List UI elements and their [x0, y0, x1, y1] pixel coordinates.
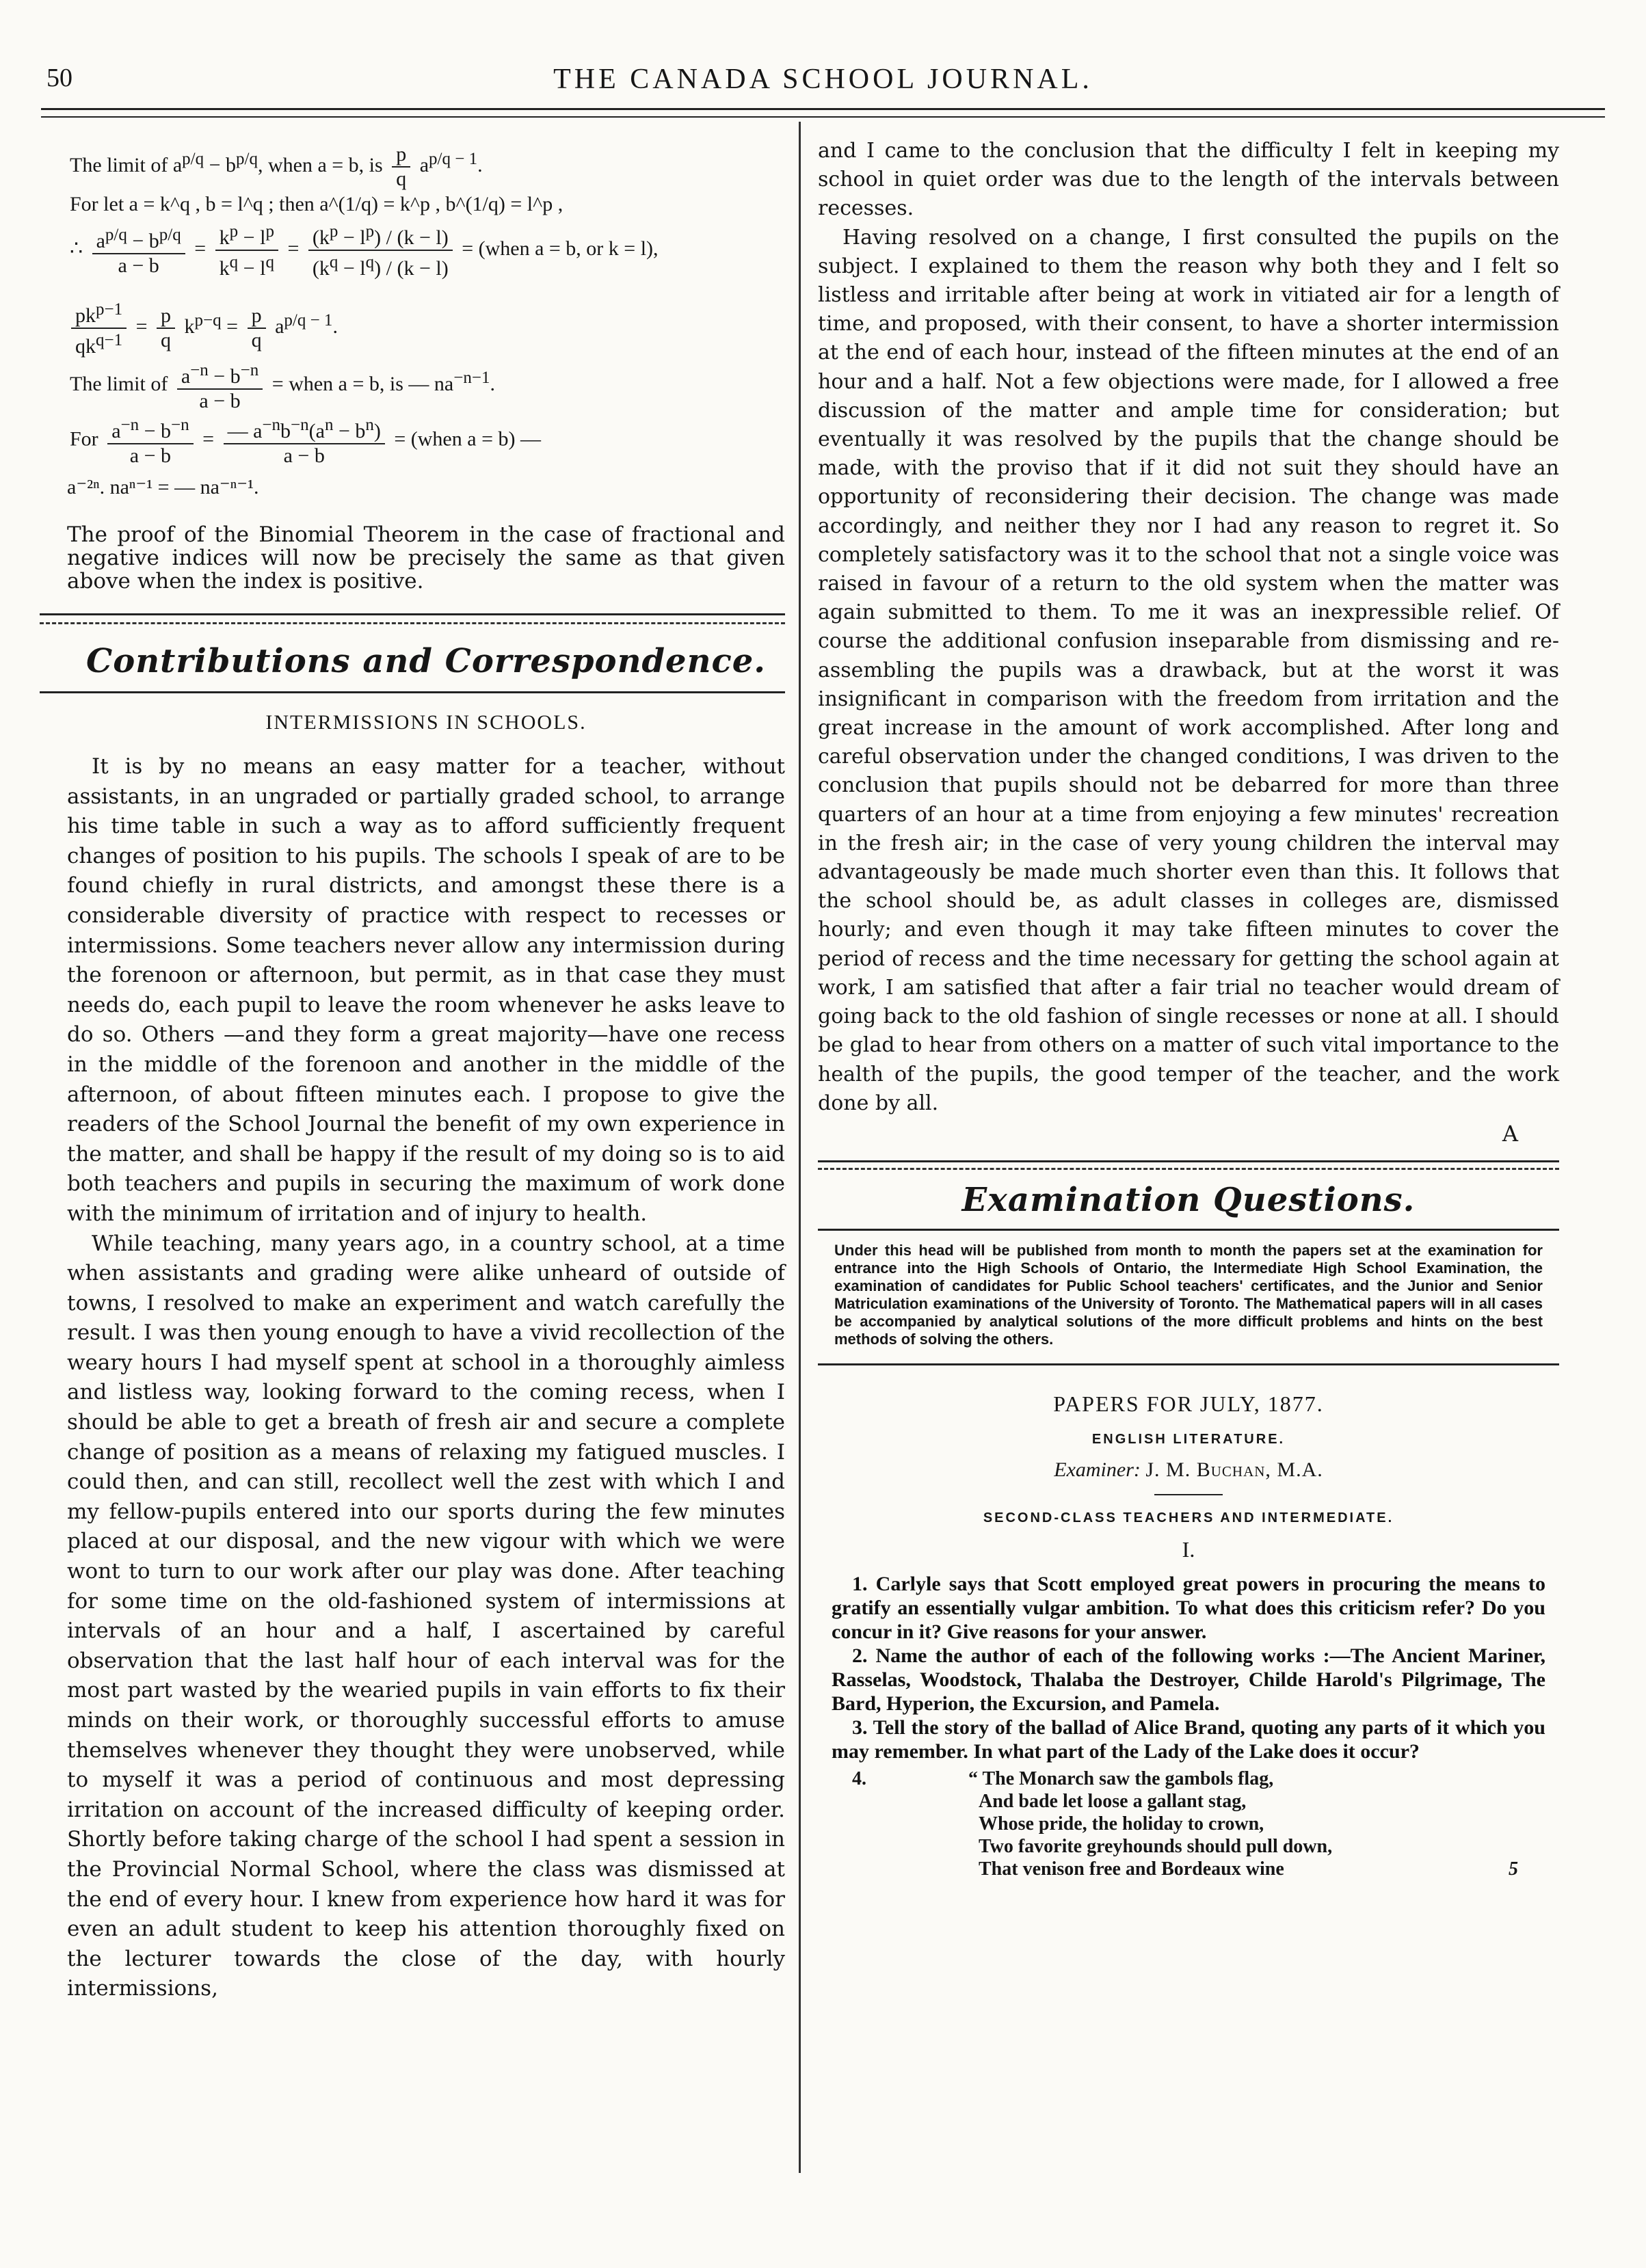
examiner-rule	[1154, 1494, 1223, 1495]
header-rule	[41, 108, 1605, 110]
class-heading: SECOND-CLASS TEACHERS AND INTERMEDIATE.	[983, 1510, 1394, 1525]
exam-rule-top	[818, 1160, 1559, 1162]
fraction: $\frac{k^p - l^p}{k^q - l^q}$	[215, 220, 278, 280]
papers-title: PAPERS FOR JULY, 1877.	[1053, 1391, 1324, 1416]
contributions-title: Contributions and Correspondence.	[86, 642, 766, 680]
poem-line-3: Whose pride, the holiday to crown,	[979, 1813, 1264, 1835]
page-number: 50	[47, 64, 72, 92]
math-closing: The proof of the Binomial Theorem in the case of fractional and negative indices will now be precisely the same as that given above when the index is positive.	[67, 522, 785, 593]
examination-title: Examination Questions.	[961, 1180, 1416, 1219]
math-line-7: a⁻²ⁿ. naⁿ⁻¹ = — na⁻ⁿ⁻¹.	[67, 476, 259, 498]
part-number: I.	[1182, 1536, 1195, 1562]
article-title: INTERMISSIONS IN SCHOOLS.	[265, 711, 587, 734]
article-continued-1: and I came to the conclusion that the difficulty I felt in keeping my school in quiet order was due to the length of the intervals between recesses.	[818, 139, 1559, 221]
fraction: $\frac{p}{q}$	[248, 304, 266, 352]
examiner-line	[818, 1458, 1559, 1482]
examiner-label: Examiner:	[1054, 1458, 1141, 1481]
section-rule-bottom	[40, 691, 785, 693]
fraction: $\frac{a^{-n} - b^{-n}}{a - b}$	[107, 414, 193, 468]
article-paragraph-1: It is by no means an easy matter for a teacher, without assistants, in an ungraded or partially graded school, to arrange his time table in such a way as to afford sufficiently frequent changes of position to his pupils. The schools I speak of are to be found chiefly in rural districts, and amongst these there is a considerable diversity of practice with respect to recesses or intermissions. Some teachers never allow any intermission during the forenoon or afternoon, but permit, as in that case they must needs do, each pupil to leave the room whenever he asks leave to do so. Others —and they form a great majority—have one recess in the middle of the forenoon and another in the middle of the afternoon, of about fifteen minutes each. I propose to give the readers of the School Journal the benefit of my own experience in the matter, and shall be happy if the result of my doing so is to aid both teachers and pupils in securing the maximum of work done with the minimum of irritation and of injury to health.	[67, 754, 785, 1226]
header-rule-2	[41, 116, 1605, 118]
fraction: $\frac{a^{-n} - b^{-n}}{a - b}$	[177, 359, 263, 413]
fraction: $\frac{p}{q}$	[392, 143, 410, 191]
question-1: 1. Carlyle says that Scott employed great powers in procuring the means to gratify an essentially vulgar ambition. To what does this criticism refer? Do you concur in it? Give reasons for your answer.	[832, 1572, 1545, 1643]
column-divider	[799, 122, 801, 2173]
section-rule-dashed	[40, 622, 785, 624]
left-column	[67, 137, 785, 2004]
article-signature: A	[1502, 1120, 1518, 1147]
poem-line-2: And bade let loose a gallant stag,	[979, 1790, 1247, 1812]
journal-title: THE CANADA SCHOOL JOURNAL.	[553, 64, 1093, 95]
section-rule	[40, 613, 785, 615]
fraction: $\frac{— a^{-n}b^{-n}(a^n - b^n)}{a - b}$	[224, 414, 385, 468]
question-4-number: 4.	[852, 1767, 866, 1789]
math-section	[67, 137, 785, 523]
article-paragraph-2: While teaching, many years ago, in a country school, at a time when assistants and grading were alike unheard of outside of towns, I resolved to make an experiment and watch carefully the result. I was then young enough to have a vivid recollection of the weary hours I had myself spent at school in a thoroughly aimless and listless way, looking forward to the coming recess, when I should be able to get a breath of fresh air and secure a complete change of position as a means of relaxing my fatigued muscles. I could then, and can still, recollect well the zest with which I and my fellow-pupils entered into our sports during the few minutes placed at our disposal, and the new vigour with which we were wont to turn to our work after our play was done. After teaching for some time on the old-fashioned system of intermissions at intervals of an hour and a half, I ascertained by careful observation that the last half hour of each interval was for the most part wasted by the wearied pupils in vain efforts to fix their minds on their work, or thoroughly successful efforts to amuse themselves whenever they thought they were unobserved, while to myself it was a period of continuous and most depressing irritation on account of the increased difficulty of keeping order. Shortly before taking charge of the school I had spent a session in the Provincial Normal School, where the class was dismissed at the end of every hour. I knew from experience how hard it was for even an adult student to keep his attention thoroughly fixed on the lecturer towards the close of the day, with hourly intermissions,	[67, 1231, 785, 2001]
question-3: 3. Tell the story of the ballad of Alice Brand, quoting any parts of it which you may remember. In what part of the Lady of the Lake does it occur?	[832, 1716, 1545, 1763]
exam-subject: ENGLISH LITERATURE.	[1091, 1431, 1286, 1447]
page-header	[41, 63, 1605, 111]
fraction: $\frac{p}{q}$	[157, 304, 175, 352]
exam-rule-dashed	[818, 1168, 1559, 1170]
math-line-6: For $\frac{a^{-n} - b^{-n}}{a - b}$ = $\frac{— a^{-n}b^{-n}(a^n - b^n)}{a - b}$ = (when a = b) —	[70, 414, 541, 468]
fraction: $\frac{(k^p - l^p) / (k - l)}{(k^q - l^q) / (k - l)}$	[308, 220, 453, 280]
question-2: 2. Name the author of each of the following works :—The Ancient Mariner, Rasselas, Woodstock, Thalaba the Destroyer, Childe Harold's Pilgrimage, The Bard, Hyperion, the Excursion, and Pamela.	[832, 1644, 1545, 1715]
poem-line-5: That venison free and Bordeaux wine	[979, 1858, 1284, 1880]
math-line-3: ∴ $\frac{a^{p/q} - b^{p/q}}{a - b}$ = $\frac{k^p - l^p}{k^q - l^q}$ = $\frac{(k^p - l^p) / (k - l)}{(k^q - l^q) / (k - l)}$ = (when a = b, or k = l),	[70, 220, 659, 280]
poem-line-1: “ The Monarch saw the gambols flag,	[968, 1767, 1274, 1789]
math-line-1: The limit of $a^{p/q} - b^{p/q}$, when a = b, is $\frac{p}{q}$ $a^{p/q - 1}$.	[70, 143, 483, 191]
exam-rule-bottom	[818, 1229, 1559, 1231]
math-line-5: The limit of $\frac{a^{-n} - b^{-n}}{a - b}$ = when a = b, is — $na^{-n-1}$.	[70, 356, 495, 413]
article-continued-2: Having resolved on a change, I first consulted the pupils on the subject. I explained to them the reason why both they and I felt so listless and irritable after being at work in vitiated air for a length of time, and proposed, with their consent, to have a shorter intermission at the end of each hour, instead of the fifteen minutes at the end of an hour and a half. Not a few objections were made, for I allowed a free discussion of the matter and ample time for consideration; but eventually it was resolved by the pupils that the change should be made, with the proviso that if it did not suit they should have an opportunity of reconsidering their decision. The change was made accordingly, and neither they nor I had any reason to regret it. So completely satisfactory was it to the school that not a single voice was raised in favour of a return to the old system when the matter was again submitted to them. To me it was an inexpressible relief. Of course the additional confusion inseparable from dismissing and re-assembling the pupils was a drawback, but at the worst it was insignificant in comparison with the freedom from irritation and the great increase in the amount of work accomplished. After long and careful observation under the changed conditions, I was driven to the conclusion that pupils should not be debarred for more than three quarters of an hour at a time from enjoying a few minutes' recreation in the fresh air; in the case of very young children the interval may advantageously be made much shorter even than this. It follows that the school should be, as adult classes in colleges are, dismissed hourly; and even though it may take fifteen minutes to cover the period of recess and the time necessary for getting the school again at work, I am satisfied that after a fair trial no teacher would dream of going back to the old fashion of single recesses or none at all. I should be glad to hear from others on a matter of such vital importance to the health of the pupils, the good temper of the teacher, and the work done by all.	[818, 225, 1559, 1115]
question-4	[832, 1767, 1545, 1887]
poem-line-4: Two favorite greyhounds should pull down,	[979, 1835, 1333, 1857]
fraction: $pk^{p-1}$ $qk^{q-1}$	[71, 298, 127, 358]
question-list	[832, 1572, 1545, 1887]
math-line-2: For let a = k^q , b = l^q ; then a^(1/q) = k^p , b^(1/q) = l^p ,	[70, 193, 563, 215]
poem-line-number: 5	[1509, 1858, 1518, 1880]
fraction: $\frac{a^{p/q} - b^{p/q}}{a - b}$	[92, 224, 185, 278]
examiner-name: J. M. Buchan, M.A.	[1145, 1458, 1323, 1481]
right-column	[818, 137, 1559, 1887]
math-line-4: $pk^{p-1}$ $qk^{q-1}$ = $\frac{p}{q}$ $k^{p-q}$ = $\frac{p}{q}$ $a^{p/q - 1}$.	[67, 298, 338, 358]
notice-rule	[818, 1363, 1559, 1365]
exam-notice: Under this head will be published from month to month the papers set at the examination for entrance into the High Schools of Ontario, the Intermediate High School Examination, the examination of candidates for Public School teachers' certificates, and the Junior and Senior Matriculation examinations of the University of Toronto. The Mathematical papers will in all cases be accompanied by analytical solutions of the more difficult problems and hints on the best methods of solving the others.	[834, 1241, 1543, 1348]
